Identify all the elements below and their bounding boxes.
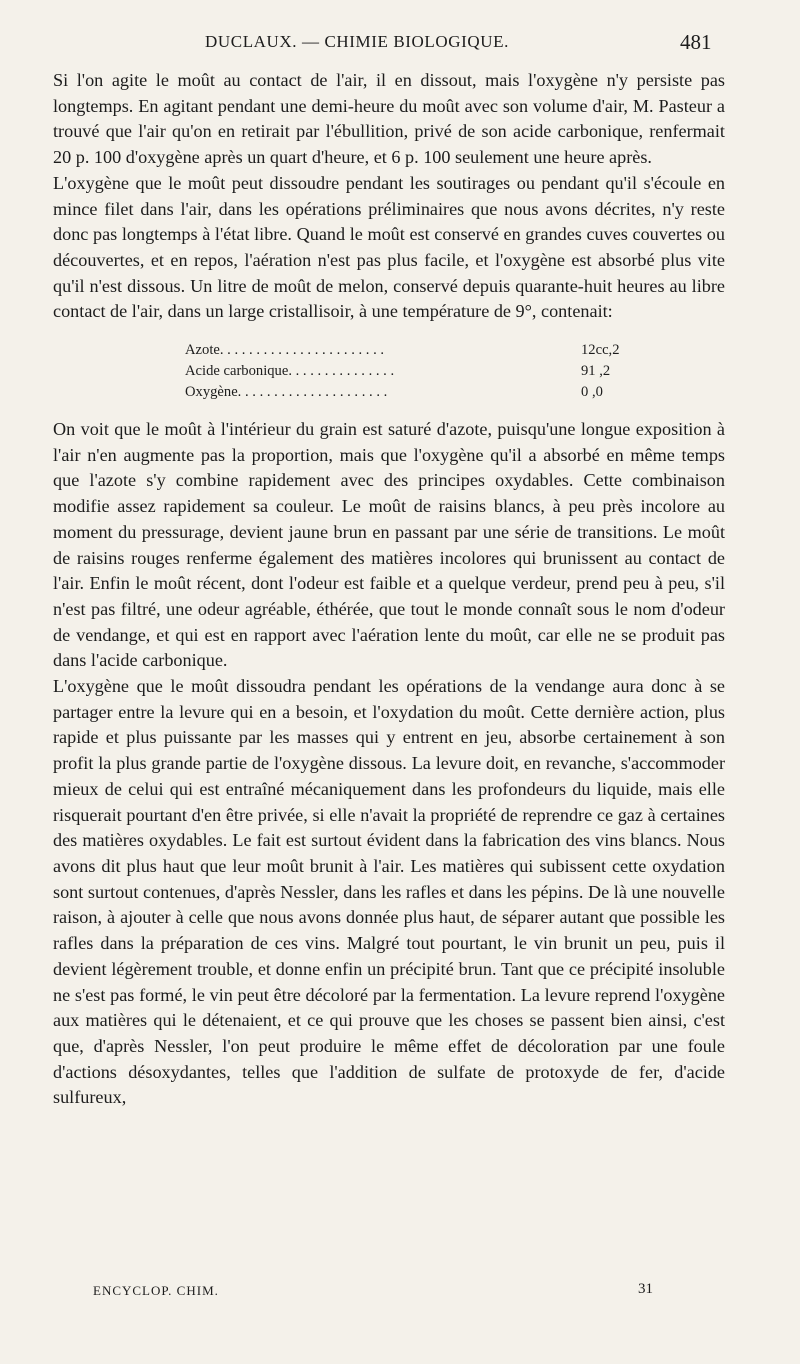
page-body [53, 68, 725, 1111]
composition-label: Acide carbonique. . . . . . . . . . . . . . . [185, 363, 395, 380]
page-number: 481 [680, 30, 712, 54]
running-title: DUCLAUX. — CHIMIE BIOLOGIQUE. [205, 32, 510, 51]
sheet-number: 31 [638, 1281, 653, 1297]
composition-table [185, 340, 641, 403]
paragraph-3: On voit que le moût à l'intérieur du grain est saturé d'azote, puisqu'une longue exposition à l'air n'en augmente pas la proportion, mais que l'oxygène qu'il a absorbé en même temps que l'azote s'y combine rapidement avec des principes oxydables. Cette combinaison modifie assez rapidement sa couleur. Le moût de raisins blancs, à peu près incolore au moment du pressurage, devient jaune brun en passant par une série de transitions. Le moût de raisins rouges renferme également des matières incolores qui brunissent au contact de l'air. Enfin le moût récent, dont l'odeur est faible et a quelque verdeur, prend peu à peu, s'il n'est pas filtré, une odeur agréable, éthérée, que tout le monde connaît sous le nom d'odeur de vendange, et qui est en rapport avec l'aération lente du moût, car elle ne se produit pas dans l'acide carbonique. [53, 419, 725, 671]
composition-value: 12cc,2 [581, 342, 620, 359]
composition-row [185, 340, 641, 361]
page-footer [0, 1283, 800, 1307]
composition-label: Azote. . . . . . . . . . . . . . . . . . . . . . . [185, 342, 385, 359]
paragraph-2: L'oxygène que le moût peut dissoudre pendant les soutirages ou pendant qu'il s'écoule en mince filet dans l'air, dans les opérations préliminaires que nous avons décrites, n'y reste donc pas longtemps à l'état libre. Quand le moût est conservé en grandes cuves couvertes ou découvertes, et en repos, l'aération n'est pas plus facile, et l'oxygène est absorbé plus vite qu'il n'est dissous. Un litre de moût de melon, conservé depuis quarante-huit heures au libre contact de l'air, dans un large cristallisoir, à une température de 9°, contenait: [53, 172, 725, 322]
paragraph-4: L'oxygène que le moût dissoudra pendant les opérations de la vendange aura donc à se partager entre la levure qui en a besoin, et l'oxydation du moût. Cette dernière action, plus rapide et plus puissante par les masses qui y entrent en jeu, absorbe certainement à son profit la plus grande partie de l'oxygène dissous. La levure doit, en revanche, s'accommoder mieux de celui qui est entraîné mécaniquement dans les profondeurs du liquide, mais elle risquerait pourtant d'en être privée, si elle n'avait la propriété de reprendre ce gaz à certaines des matières oxydables. Le fait est surtout évident dans la fabrication des vins blancs. Nous avons dit plus haut que leur moût brunit à l'air. Les matières qui subissent cette oxydation sont surtout contenues, d'après Nessler, dans les rafles et dans les pépins. De là une nouvelle raison, à ajouter à celle que nous avons donnée plus haut, de séparer autant que possible les rafles dans la préparation de ces vins. Malgré tout pourtant, le vin brunit un peu, puis il devient légèrement trouble, et donne enfin un précipité brun. Tant que ce précipité insoluble ne s'est pas formé, le vin peut être décoloré par la fermentation. La levure reprend l'oxygène aux matières qui le détenaient, et ce qui prouve que les choses se passent bien ainsi, c'est que, d'après Nessler, l'on peut produire le même effet de décoloration par une foule d'actions désoxydantes, telles que l'addition de sulfate de protoxyde de fer, d'acide sulfureux, [53, 676, 725, 1108]
signature-mark: ENCYCLOP. CHIM. [93, 1283, 219, 1298]
composition-value: 0 ,0 [581, 384, 603, 401]
composition-row [185, 361, 641, 382]
page-header [0, 30, 800, 58]
composition-value: 91 ,2 [581, 363, 611, 380]
composition-row [185, 382, 641, 403]
composition-label: Oxygène. . . . . . . . . . . . . . . . . . . . . [185, 384, 388, 401]
paragraph-1: Si l'on agite le moût au contact de l'air, il en dissout, mais l'oxygène n'y persiste pas longtemps. En agitant pendant une demi-heure du moût avec son volume d'air, M. Pasteur a trouvé que l'air qu'on en retirait par l'ébullition, privé de son acide carbonique, renfermait 20 p. 100 d'oxygène après un quart d'heure, et 6 p. 100 seulement une heure après. [53, 70, 725, 168]
